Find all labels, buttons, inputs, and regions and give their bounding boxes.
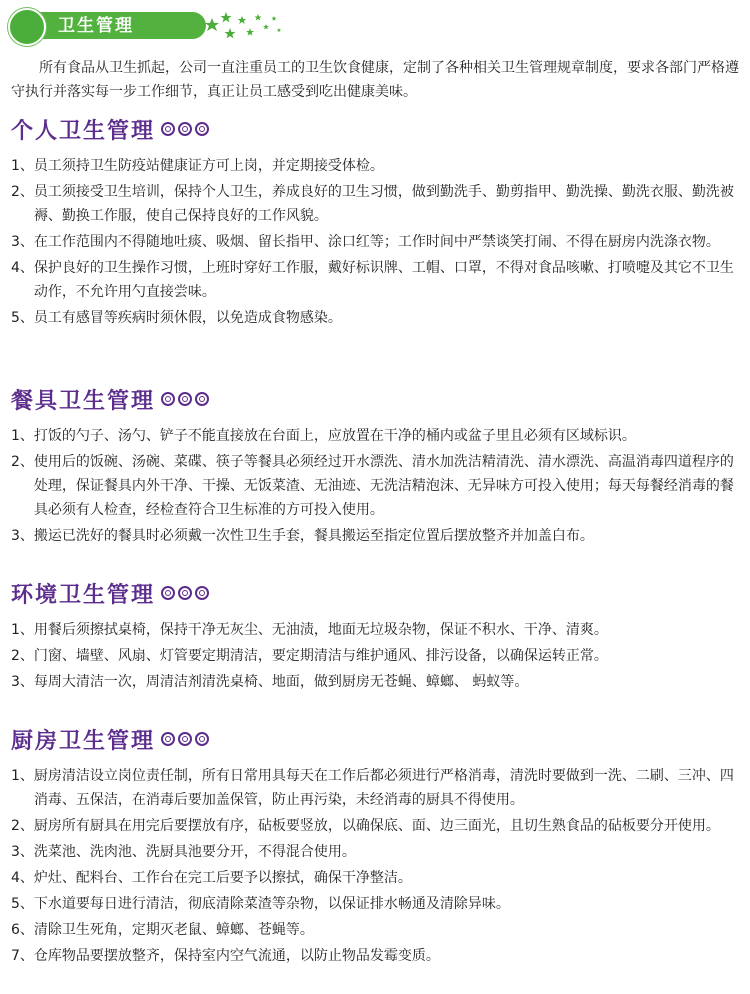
section-heading: [11, 384, 746, 414]
list-item: 3、 在工作范围内不得随地吐痰、吸烟、留长指甲、涂口红等；工作时间中严禁谈笑打闹、不得在厨房内洗涤衣物。: [11, 234, 720, 250]
list-item: 4、 保护良好的卫生操作习惯，上班时穿好工作服，戴好标识牌、工帽、口罩，不得对食品咳嗽、打喷嚏及其它不卫生动作，不允许用勺直接尝味。: [11, 260, 734, 300]
header-banner: [8, 8, 278, 42]
list-item: 3、 每周大清洁一次，周清洁剂清洗桌椅、地面，做到厨房无苍蝇、蟑螂、 蚂蚁等。: [11, 674, 529, 690]
list-item: 1、 打饭的勺子、汤勺、铲子不能直接放在台面上，应放置在干净的桶内或盆子里且必须有区域标识。: [11, 428, 636, 444]
section-title: 餐具卫生管理: [11, 388, 156, 414]
section-heading: [11, 724, 746, 754]
list-item: 2、 员工须接受卫生培训，保持个人卫生，养成良好的卫生习惯，做到勤洗手、勤剪指甲、勤洗操、勤洗衣服、勤洗被褥、勤换工作服，使自己保持良好的工作风貌。: [11, 184, 734, 224]
list-item: 2、 厨房所有厨具在用完后要摆放有序，砧板要竖放，以确保底、面、边三面光，且切生熟食品的砧板要分开使用。: [11, 818, 720, 834]
section-heading: [11, 578, 746, 608]
list-item: 2、 门窗、墙壁、风扇、灯管要定期清洁，要定期清洁与维护通风、排污设备，以确保运转正常。: [11, 648, 608, 664]
section-personal-hygiene: [11, 114, 746, 332]
list-item: 4、 炉灶、配料台、工作台在完工后要予以擦拭，确保干净整洁。: [11, 870, 412, 886]
intro-paragraph: 所有食品从卫生抓起，公司一直注重员工的卫生饮食健康，定制了各种相关卫生管理规章制度，要求各部门严格遵守执行并落实每一步工作细节，真正让员工感受到吃出健康美味。: [11, 60, 739, 100]
section-environment-hygiene: [11, 578, 746, 696]
section-title: 厨房卫生管理: [11, 728, 156, 754]
rings-decoration-icon: [161, 122, 209, 136]
list-item: 5、 员工有感冒等疾病时须休假，以免造成食物感染。: [11, 310, 342, 326]
list-item: 1、 厨房清洁设立岗位责任制，所有日常用具每天在工作后都必须进行严格消毒，清洗时要做到一洗、二刷、三冲、四消毒、五保洁，在消毒后要加盖保管，防止再污染，未经消毒的厨具不得使用。: [11, 768, 734, 808]
stars-decoration-icon: [204, 8, 284, 42]
rings-decoration-icon: [161, 392, 209, 406]
section-heading: [11, 114, 746, 144]
section-kitchen-hygiene: [11, 724, 746, 970]
list-item: 2、 使用后的饭碗、汤碗、菜碟、筷子等餐具必须经过开水漂洗、清水加洗洁精清洗、清水漂洗、高温消毒四道程序的处理，保证餐具内外干净、干操、无饭菜渣、无油迹、无洗洁精泡沫、无异味方可投入使用；每天每餐经消毒的餐具必须有人检查，经检查符合卫生标准的方可投入使用。: [11, 454, 734, 518]
list-item: 3、 搬运已洗好的餐具时必须戴一次性卫生手套，餐具搬运至指定位置后摆放整齐并加盖白布。: [11, 528, 594, 544]
list-item: 6、 清除卫生死角，定期灭老鼠、蟑螂、苍蝇等。: [11, 922, 314, 938]
banner-circle-icon: [8, 8, 46, 46]
rings-decoration-icon: [161, 732, 209, 746]
list-item: 1、 员工须持卫生防疫站健康证方可上岗，并定期接受体检。: [11, 158, 384, 174]
list-item: 1、 用餐后须擦拭桌椅，保持干净无灰尘、无油渍，地面无垃圾杂物，保证不积水、干净、清爽。: [11, 622, 608, 638]
rings-decoration-icon: [161, 586, 209, 600]
list-item: 7、 仓库物品要摆放整齐，保持室内空气流通，以防止物品发霉变质。: [11, 948, 440, 964]
list-item: 5、 下水道要每日进行清洁，彻底清除菜渣等杂物，以保证排水畅通及清除异味。: [11, 896, 510, 912]
section-title: 环境卫生管理: [11, 582, 156, 608]
list-item: 3、 洗菜池、洗肉池、洗厨具池要分开，不得混合使用。: [11, 844, 356, 860]
section-tableware-hygiene: [11, 384, 746, 550]
section-title: 个人卫生管理: [11, 118, 156, 144]
banner-title: 卫生管理: [58, 16, 134, 36]
